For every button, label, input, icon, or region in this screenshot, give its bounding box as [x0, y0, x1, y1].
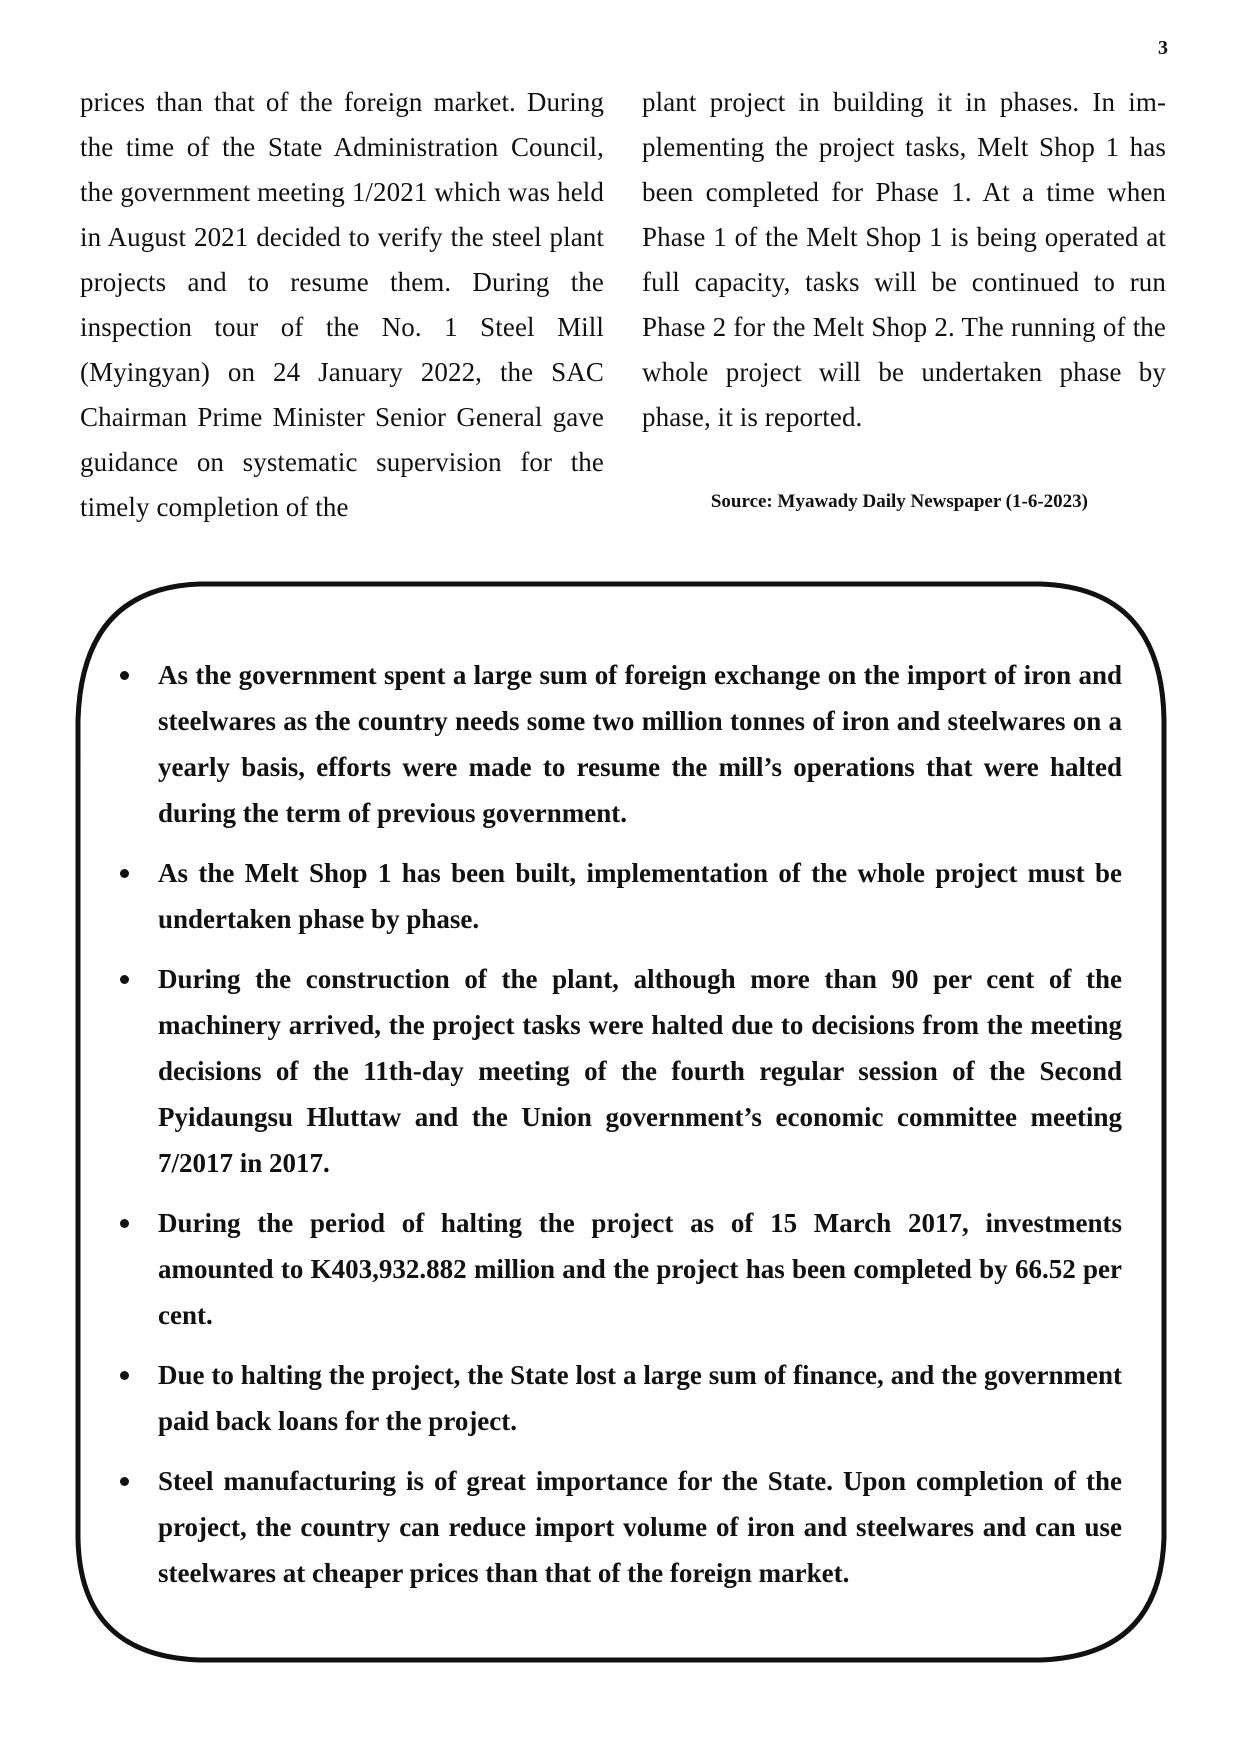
summary-bullet-text: As the government spent a large sum of foreign exchange on the import of iron and steelwares as the country needs some two million tonnes of iron and steelwares on a yearly basis, efforts were made to resume the mill’s operations that were halted during the term of previous government. — [158, 660, 1122, 828]
bullet-dot-icon — [120, 1477, 129, 1486]
summary-bullet-text: During the construction of the plant, although more than 90 per cent of the machinery arrived, the project tasks were halted due to decisions from the meeting decisions of the 11th-day meeting of the fourth regular session of the Second Pyidaungsu Hluttaw and the Union government’s economic committee meeting 7/2017 in 2017. — [158, 964, 1122, 1178]
summary-bullet-text: As the Melt Shop 1 has been built, implementation of the whole project must be undertaken phase by phase. — [158, 858, 1122, 934]
summary-bullet — [116, 1352, 1122, 1444]
left-column — [80, 80, 604, 530]
right-column — [642, 80, 1166, 440]
left-column-text: prices than that of the foreign market. During the time of the State Administration Council, the government meeting 1/2021 which was held in August 2021 decided to verify the steel plant projects and to resume them. During the inspection tour of the No. 1 Steel Mill (Myingyan) on 24 January 2022, the SAC Chairman Prime Minister Senior General gave guidance on systematic supervision for the timely completion of the — [80, 87, 604, 522]
summary-bullet-text: Due to halting the project, the State lost a large sum of finance, and the government paid back loans for the project. — [158, 1360, 1122, 1436]
summary-bullet-text: Steel manufacturing is of great importance for the State. Upon completion of the project, the country can reduce import volume of iron and steelwares and can use steelwares at cheaper prices than that of the foreign market. — [158, 1466, 1122, 1588]
page-number: 3 — [1158, 37, 1168, 59]
summary-bullet-list — [116, 652, 1122, 1596]
bullet-dot-icon — [120, 1219, 129, 1228]
summary-bullet — [116, 1200, 1122, 1338]
right-column-text: plant project in building it in phases. In implementing the project tasks, Melt Shop 1 has been completed for Phase 1. At a time when Phase 1 of the Melt Shop 1 is being operated at full capacity, tasks will be continued to run Phase 2 for the Melt Shop 2. The running of the whole project will be undertaken phase by phase, it is reported. — [642, 87, 1166, 432]
summary-bullet — [116, 850, 1122, 942]
bullet-dot-icon — [120, 1371, 129, 1380]
summary-bullet — [116, 1458, 1122, 1596]
summary-box — [116, 652, 1122, 1610]
bullet-dot-icon — [120, 975, 129, 984]
summary-bullet-text: During the period of halting the project as of 15 March 2017, investments amounted to K403,932.882 million and the project has been completed by 66.52 per cent. — [158, 1208, 1122, 1330]
source-citation: Source: Myawady Daily Newspaper (1-6-2023) — [710, 491, 1088, 512]
summary-bullet — [116, 956, 1122, 1186]
bullet-dot-icon — [120, 671, 129, 680]
bullet-dot-icon — [120, 869, 129, 878]
summary-bullet — [116, 652, 1122, 836]
